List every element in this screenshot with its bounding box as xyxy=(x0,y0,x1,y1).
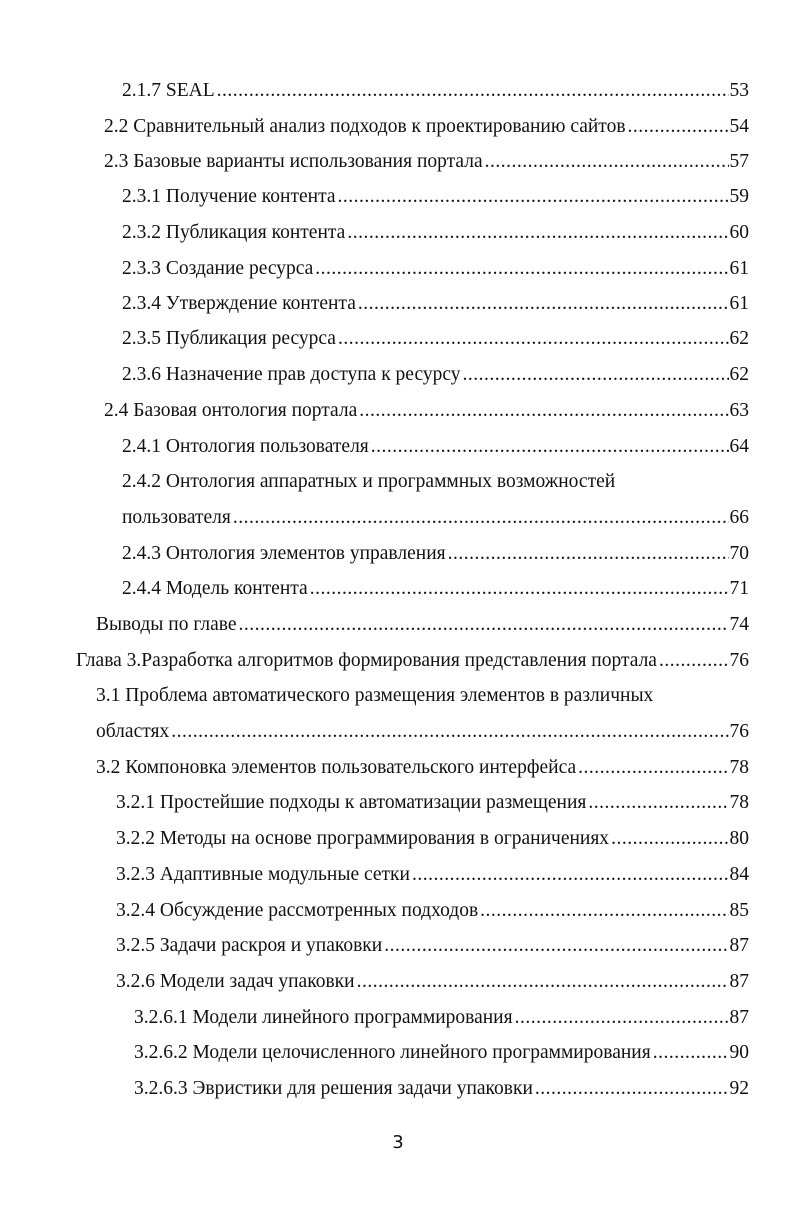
toc-entry xyxy=(116,931,749,961)
toc-leader-dots xyxy=(653,1038,729,1068)
toc-leader-dots xyxy=(628,112,729,142)
toc-entry xyxy=(134,1038,749,1068)
toc-entry-page: 62 xyxy=(729,328,749,349)
page-number: 3 xyxy=(392,1132,404,1153)
toc-leader-dots xyxy=(238,610,728,640)
toc-entry-title: 3.2 Компоновка элементов пользовательского интерфейса xyxy=(96,757,577,778)
toc-leader-dots xyxy=(171,717,728,747)
toc-entry-title: 2.3.5 Публикация ресурса xyxy=(122,328,336,349)
toc-entry xyxy=(96,753,749,783)
toc-entry-title: 3.2.1 Простейшие подходы к автоматизации размещения xyxy=(116,792,587,813)
toc-entry-page: 54 xyxy=(729,116,749,137)
toc-entry xyxy=(116,896,749,926)
toc-entry-title-line1: 2.4.2 Онтология аппаратных и программных возможностей xyxy=(122,471,616,492)
toc-leader-dots xyxy=(359,396,728,426)
toc-entry xyxy=(122,218,749,248)
toc-leader-dots xyxy=(588,788,728,818)
toc-entry-title: 3.2.4 Обсуждение рассмотренных подходов xyxy=(116,900,479,921)
toc-entry xyxy=(116,824,749,854)
toc-entry-page: 76 xyxy=(729,650,749,671)
toc-entry-title: Глава 3.Разработка алгоритмов формирования представления портала xyxy=(76,650,657,671)
toc-entry-title: 3.2.5 Задачи раскроя и упаковки xyxy=(116,935,383,956)
toc-entry-page: 74 xyxy=(729,614,749,635)
toc-leader-dots xyxy=(412,860,729,890)
toc-entry-title: пользователя xyxy=(122,507,231,528)
toc-entry-page: 61 xyxy=(729,258,749,279)
toc-leader-dots xyxy=(338,324,729,354)
toc-entry-page: 70 xyxy=(729,543,749,564)
toc-entry-page: 53 xyxy=(729,80,749,101)
toc-entry-page: 71 xyxy=(729,578,749,599)
toc-entry xyxy=(122,254,749,284)
toc-entry-page: 84 xyxy=(729,864,749,885)
toc-entry xyxy=(116,788,749,818)
toc-entry xyxy=(122,503,749,533)
toc-entry-title: 3.2.2 Методы на основе программирования в ограничениях xyxy=(116,828,610,849)
toc-entry-title: 2.3.3 Создание ресурса xyxy=(122,258,314,279)
toc-leader-dots xyxy=(315,254,728,284)
toc-entry-title: Выводы по главе xyxy=(96,614,237,635)
toc-entry xyxy=(134,1003,749,1033)
toc-entry xyxy=(104,112,749,142)
toc-entry-title: 2.3.6 Назначение прав доступа к ресурсу xyxy=(122,364,461,385)
toc-entry xyxy=(122,324,749,354)
toc-leader-dots xyxy=(217,76,729,106)
toc-entry-title: 3.2.3 Адаптивные модульные сетки xyxy=(116,864,410,885)
toc-leader-dots xyxy=(347,218,728,248)
toc-leader-dots xyxy=(338,182,729,212)
toc-entry-page: 85 xyxy=(729,900,749,921)
toc-entry-title: 2.4.4 Модель контента xyxy=(122,578,308,599)
toc-entry xyxy=(122,432,749,462)
toc-leader-dots xyxy=(485,147,729,177)
toc-entry-title-line1: 3.1 Проблема автоматического размещения элементов в различных xyxy=(96,685,654,706)
toc-leader-dots xyxy=(358,289,729,319)
toc-entry-page: 78 xyxy=(729,792,749,813)
toc-entry-page: 87 xyxy=(729,935,749,956)
toc-leader-dots xyxy=(448,539,729,569)
toc-entry xyxy=(116,860,749,890)
toc-entry xyxy=(96,717,749,747)
toc-entry-title: 2.4 Базовая онтология портала xyxy=(104,400,358,421)
toc-entry-page: 62 xyxy=(729,364,749,385)
toc-entry-title: 2.4.1 Онтология пользователя xyxy=(122,436,369,457)
toc-entry-title: 2.3.1 Получение контента xyxy=(122,186,336,207)
toc-entry-title: областях xyxy=(96,721,170,742)
toc-entry-page: 64 xyxy=(729,436,749,457)
toc-leader-dots xyxy=(384,931,728,961)
toc-entry-title: 2.2 Сравнительный анализ подходов к проектированию сайтов xyxy=(104,116,626,137)
toc-entry-title: 2.3.2 Публикация контента xyxy=(122,222,346,243)
toc-leader-dots xyxy=(659,646,729,676)
toc-entry-page: 92 xyxy=(729,1078,749,1099)
toc-entry-title: 2.3.4 Утверждение контента xyxy=(122,293,356,314)
toc-entry-title: 2.4.3 Онтология элементов управления xyxy=(122,543,446,564)
toc-entry-title: 3.2.6.2 Модели целочисленного линейного программирования xyxy=(134,1042,651,1063)
toc-entry-title: 2.1.7 SEAL xyxy=(122,80,215,101)
toc-entry-page: 90 xyxy=(729,1042,749,1063)
toc-entry-title: 3.2.6 Модели задач упаковки xyxy=(116,971,355,992)
toc-leader-dots xyxy=(535,1074,729,1104)
toc-leader-dots xyxy=(233,503,729,533)
toc-entry-page: 78 xyxy=(729,757,749,778)
toc-entry-page: 80 xyxy=(729,828,749,849)
toc-entry xyxy=(96,610,749,640)
toc-entry-title: 3.2.6.1 Модели линейного программирования xyxy=(134,1007,513,1028)
toc-entry xyxy=(104,396,749,426)
toc-entry-page: 61 xyxy=(729,293,749,314)
toc-entry xyxy=(122,539,749,569)
toc-entry xyxy=(122,76,749,106)
toc-entry-page: 87 xyxy=(729,971,749,992)
toc-leader-dots xyxy=(578,753,728,783)
toc-leader-dots xyxy=(611,824,728,854)
toc-entry xyxy=(116,967,749,997)
toc-entry-page: 59 xyxy=(729,186,749,207)
toc-entry xyxy=(122,574,749,604)
toc-entry xyxy=(134,1074,749,1104)
toc-entry-page: 76 xyxy=(729,721,749,742)
toc-leader-dots xyxy=(515,1003,729,1033)
toc-entry-page: 66 xyxy=(729,507,749,528)
toc-entry xyxy=(104,147,749,177)
toc-entry-page: 87 xyxy=(729,1007,749,1028)
toc-entry xyxy=(122,182,749,212)
toc-entry xyxy=(122,289,749,319)
toc-entry-page: 63 xyxy=(729,400,749,421)
toc-entry-page: 57 xyxy=(729,151,749,172)
toc-entry-title: 3.2.6.3 Эвристики для решения задачи упаковки xyxy=(134,1078,533,1099)
toc-leader-dots xyxy=(371,432,729,462)
toc-entry-title: 2.3 Базовые варианты использования портала xyxy=(104,151,483,172)
toc-entry xyxy=(122,360,749,390)
toc-leader-dots xyxy=(480,896,728,926)
toc-leader-dots xyxy=(357,967,729,997)
toc-leader-dots xyxy=(463,360,729,390)
toc-entry-page: 60 xyxy=(729,222,749,243)
toc-entry-chapter xyxy=(76,646,749,676)
toc-leader-dots xyxy=(310,574,729,604)
